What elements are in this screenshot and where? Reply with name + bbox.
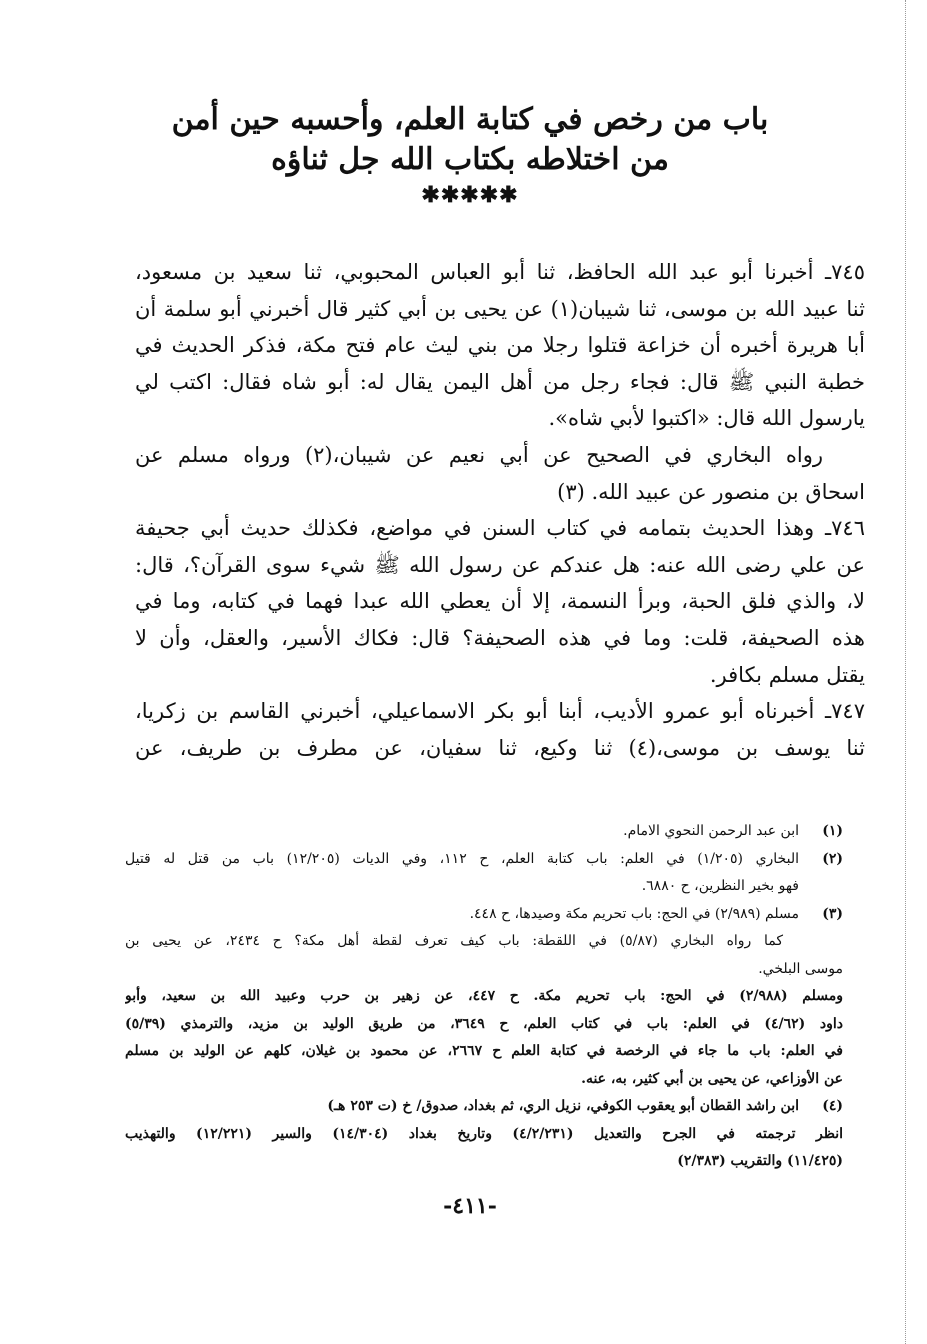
footnote-text: داود (٤/٦٢) في العلم: باب في كتاب العلم، ح ٣٦٤٩، من طريق الوليد بن مزيد، والترمذي (٥/٣٩) [125,1015,843,1032]
body-line: لا، والذي فلق الحبة، وبرأ النسمة، إلا أن يعطي الله عبدا فهما في كتابه، وما في [135,589,865,614]
footnote [125,1038,843,1066]
body-line: يارسول الله قال: «اكتبوا لأبي شاه». [548,406,865,431]
chapter-title-line-1: باب من رخص في كتابة العلم، وأحسبه حين أمن [171,102,769,137]
hadith-body [135,254,865,766]
footnote-text: عن الأوزاعي، عن يحيى بن أبي كثير، به، عنه. [581,1070,843,1087]
body-line: هذه الصحيفة، قلت: وما في هذه الصحيفة؟ قال: فكاك الأسير، والعقل، وأن لا [135,625,865,650]
footnote-text: مسلم (٢/٩٨٩) في الحج: باب تحريم مكة وصيدها، ح ٤٤٨. [469,905,799,922]
footnote-text: كما رواه البخاري (٥/٨٧) في اللقطة: باب كيف تعرف لقطة أهل مكة؟ ح ٢٤٣٤، عن يحيى بن [125,933,784,949]
footnote-text: ابن راشد القطان أبو يعقوب الكوفي، نزيل الري، ثم بغداد، صدوق/ خ (ت ٢٥٣ هـ) [327,1098,799,1114]
footnote [125,1148,843,1176]
footnote [125,1066,843,1094]
footnote [125,983,843,1011]
footnote-number: (٣) [822,905,843,922]
footnote [125,928,843,956]
footnote-text: البخاري (١/٢٠٥) في العلم: باب كتابة العلم، ح ١١٢، وفي الديات (١٢/٢٠٥) باب من قتل له قتيل [125,850,799,867]
body-line: عن علي رضى الله عنه: هل عندكم عن رسول الله ﷺ شيء سوى القرآن؟، قال: [135,552,865,577]
body-line: رواه البخاري في الصحيح عن أبي نعيم عن شيبان،(٢) ورواه مسلم عن [135,442,823,467]
footnote [125,901,843,929]
footnote [125,873,843,901]
footnote [125,1011,843,1039]
footnote [125,818,843,846]
footnote-number: (٢) [822,850,843,867]
footnote-text: (١١/٤٢٥) والتقريب (٢/٣٨٣) [677,1153,843,1169]
body-line: ٧٤٦ـ وهذا الحديث بتمامه في كتاب السنن في مواضع، فكذلك حديث أبي جحيفة [135,516,865,541]
scan-edge-rule [905,0,908,1344]
chapter-title-line-2: من اختلاطه بكتاب الله جل ثناؤه [271,142,669,177]
body-line: اسحاق بن منصور عن عبيد الله. (٣) [557,479,865,504]
footnote [125,846,843,874]
body-line: ثنا عبيد الله بن موسى، ثنا شيبان(١) عن يحيى بن أبي كثير قال أخبرني أبو سلمة أن [135,296,865,321]
body-line: أبا هريرة أخبره أن خزاعة قتلوا رجلا من بني ليث عام فتح مكة، فذكر الحديث في [135,333,865,358]
body-line: ٧٤٥ـ أخبرنا أبو عبد الله الحافظ، ثنا أبو العباس المحبوبي، ثنا سعيد بن مسعود، [135,260,865,284]
page-number: -٤١١- [443,1193,497,1219]
footnote-text: فهو بخير النظرين، ح ٦٨٨٠. [641,878,799,894]
footnote [125,1093,843,1121]
footnote-number: (٤) [822,1098,843,1114]
footnote-text: موسى البلخي. [758,960,843,977]
footnote [125,956,843,984]
footnote-text: في العلم: باب ما جاء في الرخصة في كتابة العلم ح ٢٦٦٧، عن محمود بن غيلان، كلهم عن الوليد بن مسلم [125,1043,843,1059]
body-line: خطبة النبي ﷺ قال: فجاء رجل من أهل اليمن يقال له: أبو شاه فقال: اكتب لي [135,369,865,394]
chapter-heading [120,100,820,208]
heading-ornament-stars: ✱✱✱✱✱ [421,182,519,208]
footnote [125,1121,843,1149]
body-line: ثنا يوسف بن موسى،(٤) ثنا وكيع، ثنا سفيان، عن مطرف بن طريف، عن [135,735,865,760]
footnote-text: ومسلم (٢/٩٨٨) في الحج: باب تحريم مكة. ح ٤٤٧، عن زهير بن حرب وعبيد الله بن سعيد، وأبو [125,988,843,1004]
body-line: ٧٤٧ـ أخبرناه أبو عمرو الأديب، أبنا أبو بكر الاسماعيلي، أخبرني القاسم بن زكريا، [135,699,865,724]
footnote-text: انظر ترجمته في الجرح والتعديل (٤/٢/٢٣١) وتاريخ بغداد (١٤/٣٠٤) والسير (١٢/٢٢١) والتهذيب [125,1125,843,1142]
footnotes [125,818,843,1176]
footnote-text: ابن عبد الرحمن النحوي الامام. [623,823,799,839]
body-line: يقتل مسلم بكافر. [709,662,865,687]
footnote-number: (١) [822,823,843,839]
